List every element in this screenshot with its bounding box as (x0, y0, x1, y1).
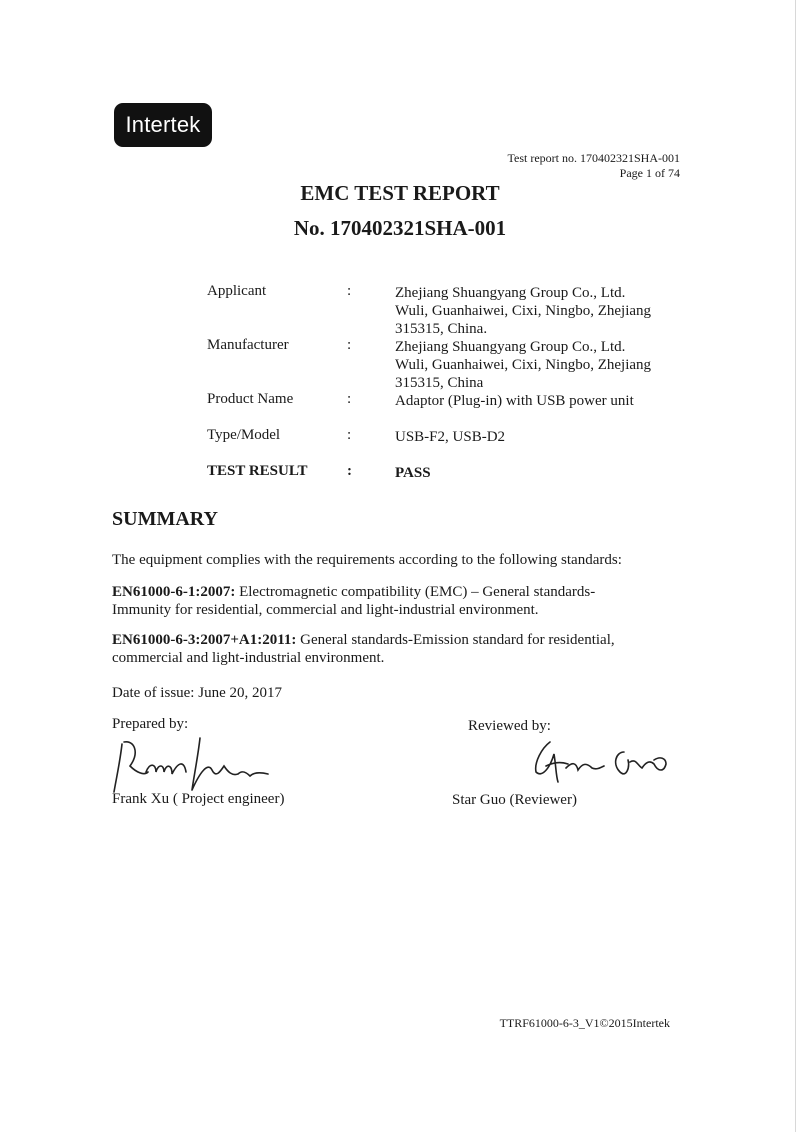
field-colon: : (347, 391, 352, 407)
standard-item (112, 583, 692, 619)
page-number: Page 1 of 74 (619, 166, 680, 180)
field-colon: : (347, 337, 352, 353)
reviewed-by-name: Star Guo (Reviewer) (452, 792, 577, 808)
prepared-by-label: Prepared by: (112, 716, 189, 732)
field-value-manufacturer (395, 338, 695, 392)
intertek-logo (114, 103, 212, 147)
value-line: Zhejiang Shuangyang Group Co., Ltd. (395, 339, 626, 355)
field-label-applicant: Applicant (207, 283, 267, 299)
value-line: Zhejiang Shuangyang Group Co., Ltd. (395, 285, 626, 301)
reviewed-by-signature (520, 732, 680, 792)
field-label-product-name: Product Name (207, 391, 294, 407)
field-colon: : (347, 283, 352, 299)
logo-text: Intertek (125, 112, 201, 137)
report-number-title: No. 170402321SHA-001 (293, 216, 507, 240)
summary-heading: SUMMARY (112, 508, 218, 530)
standard-desc-line2: Immunity for residential, commercial and light-industrial environment. (112, 602, 539, 618)
value-line: 315315, China. (395, 321, 488, 337)
field-value-test-result (395, 464, 695, 482)
report-title: EMC TEST REPORT (300, 181, 500, 205)
value-line: 315315, China (395, 375, 484, 391)
field-colon: : (347, 463, 352, 479)
field-value-applicant (395, 284, 695, 338)
field-label-manufacturer: Manufacturer (207, 337, 289, 353)
date-of-issue: Date of issue: June 20, 2017 (112, 685, 282, 701)
standard-code: EN61000-6-1:2007: (112, 584, 236, 600)
standard-code: EN61000-6-3:2007+A1:2011: (112, 632, 297, 648)
form-footer: TTRF61000-6-3_V1©2015Intertek (499, 1016, 670, 1030)
value-line: USB-F2, USB-D2 (395, 429, 506, 445)
value-line: PASS (395, 465, 431, 481)
standard-desc-line2: commercial and light-industrial environment. (112, 650, 385, 666)
value-line: Wuli, Guanhaiwei, Cixi, Ningbo, Zhejiang (395, 303, 652, 319)
field-value-product-name (395, 392, 695, 410)
prepared-by-name: Frank Xu ( Project engineer) (112, 791, 285, 807)
page-edge (795, 0, 796, 1132)
report-number-header: Test report no. 170402321SHA-001 (507, 151, 680, 165)
standard-desc-line1: Electromagnetic compatibility (EMC) – General standards- (235, 584, 596, 600)
value-line: Wuli, Guanhaiwei, Cixi, Ningbo, Zhejiang (395, 357, 652, 373)
standard-item (112, 631, 692, 667)
summary-intro: The equipment complies with the requirements according to the following standards: (112, 552, 622, 568)
field-label-type-model: Type/Model (207, 427, 281, 443)
reviewed-by-label: Reviewed by: (468, 718, 551, 734)
field-value-type-model (395, 428, 695, 446)
field-colon: : (347, 427, 352, 443)
field-label-test-result: TEST RESULT (207, 463, 308, 479)
standard-desc-line1: General standards-Emission standard for residential, (296, 632, 615, 648)
value-line: Adaptor (Plug-in) with USB power unit (395, 393, 634, 409)
